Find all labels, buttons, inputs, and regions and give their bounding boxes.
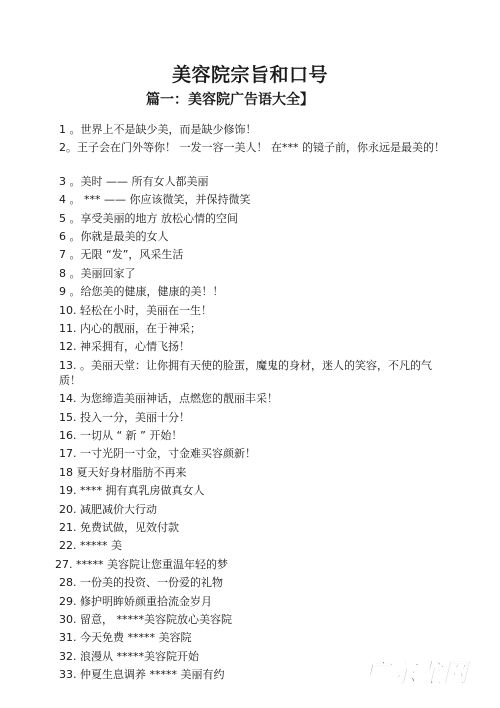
slogan-item <box>0 391 500 409</box>
slogan-text: 31. 今天免费 ***** 美容院 <box>59 631 192 645</box>
slogan-item <box>0 358 500 392</box>
slogan-item <box>0 465 500 483</box>
slogan-item <box>0 594 500 612</box>
slogan-item <box>0 122 500 140</box>
slogan-item <box>0 266 500 284</box>
slogan-list <box>0 122 500 686</box>
slogan-item <box>0 575 500 593</box>
slogan-text: 15. 投入一分，美丽十分！ <box>59 410 190 424</box>
slogan-item <box>0 284 500 302</box>
slogan-item <box>0 303 500 321</box>
slogan-text: 8 。美丽回家了 <box>59 266 136 280</box>
slogan-text: 33. 仲夏生息调养 ***** 美丽有约 <box>59 668 225 682</box>
slogan-text: 2。王子会在门外等你！ 一发一容一美人！ 在*** 的镜子前，你永远是最美的！ <box>59 141 445 155</box>
slogan-item <box>0 174 500 192</box>
slogan-text: 14. 为您缔造美丽神话，点燃您的靓丽丰采！ <box>59 392 278 406</box>
document-title: 美容院宗旨和口号 <box>171 64 328 86</box>
slogan-item <box>0 520 500 538</box>
slogan-text: 32. 浪漫从 *****美容院开始 <box>59 649 199 663</box>
slogan-item <box>0 557 500 575</box>
slogan-text: 18 夏天好身材脂肪不再来 <box>59 465 187 479</box>
slogan-text: 29. 修护明眸娇颜重拾流金岁月 <box>59 594 212 608</box>
slogan-item <box>0 211 500 229</box>
slogan-text: 19. **** 拥有真乳房做真女人 <box>59 484 205 498</box>
slogan-text: 22. ***** 美 <box>59 539 122 553</box>
slogan-text: 6 。你就是最美的女人 <box>59 230 169 244</box>
slogan-text: 10. 轻松在小时，美丽在一生！ <box>59 303 212 317</box>
slogan-text: 9 。给您美的健康，健康的美！！ <box>59 285 224 299</box>
slogan-item <box>0 446 500 464</box>
slogan-text: 12. 神采拥有，心情飞扬！ <box>59 340 190 354</box>
slogan-item <box>0 339 500 357</box>
slogan-text: 7 。无限 “发”，风采生活 <box>59 248 184 262</box>
slogan-item <box>0 192 500 210</box>
slogan-text: 4 。 *** —— 你应该微笑，并保持微笑 <box>59 193 251 207</box>
document-subtitle: 篇一：美容院广告语大全】 <box>146 92 314 108</box>
watermark-text: 广东龙网 <box>364 659 469 689</box>
slogan-item <box>0 428 500 446</box>
slogan-text: 21. 免费试做，见效付款 <box>59 521 179 535</box>
slogan-item <box>0 321 500 339</box>
slogan-item <box>0 612 500 630</box>
slogan-item <box>0 140 500 174</box>
slogan-text: 30. 留意， *****美容院放心美容院 <box>59 612 232 626</box>
slogan-text: 20. 减肥减价大行动 <box>59 502 157 516</box>
watermark-logo <box>360 652 488 692</box>
slogan-item <box>0 502 500 520</box>
slogan-item <box>0 483 500 501</box>
slogan-text: 11. 内心的靓丽，在于神采； <box>59 322 201 336</box>
slogan-text: 16. 一切从 “ 新 ” 开始！ <box>59 429 183 443</box>
slogan-text: 13. 。美丽天堂：让你拥有天使的脸蛋，魔鬼的身材，迷人的笑容，不凡的气质！ <box>59 358 432 387</box>
slogan-text: 28. 一份美的投资、一份爱的礼物 <box>59 576 223 590</box>
slogan-text: 27. ***** 美容院让您重温年轻的梦 <box>55 557 228 571</box>
slogan-text: 1 。世界上不是缺少美，而是缺少修饰！ <box>59 123 257 136</box>
slogan-item <box>0 247 500 265</box>
slogan-text: 3 。美时 —— 所有女人都美丽 <box>59 174 209 188</box>
slogan-item <box>0 410 500 428</box>
slogan-item <box>0 229 500 247</box>
slogan-text: 17. 一寸光阴一寸金，寸金难买容颜新！ <box>59 447 256 461</box>
slogan-item <box>0 538 500 556</box>
slogan-text: 5 。享受美丽的地方 放松心情的空间 <box>59 211 238 225</box>
slogan-item <box>0 630 500 648</box>
